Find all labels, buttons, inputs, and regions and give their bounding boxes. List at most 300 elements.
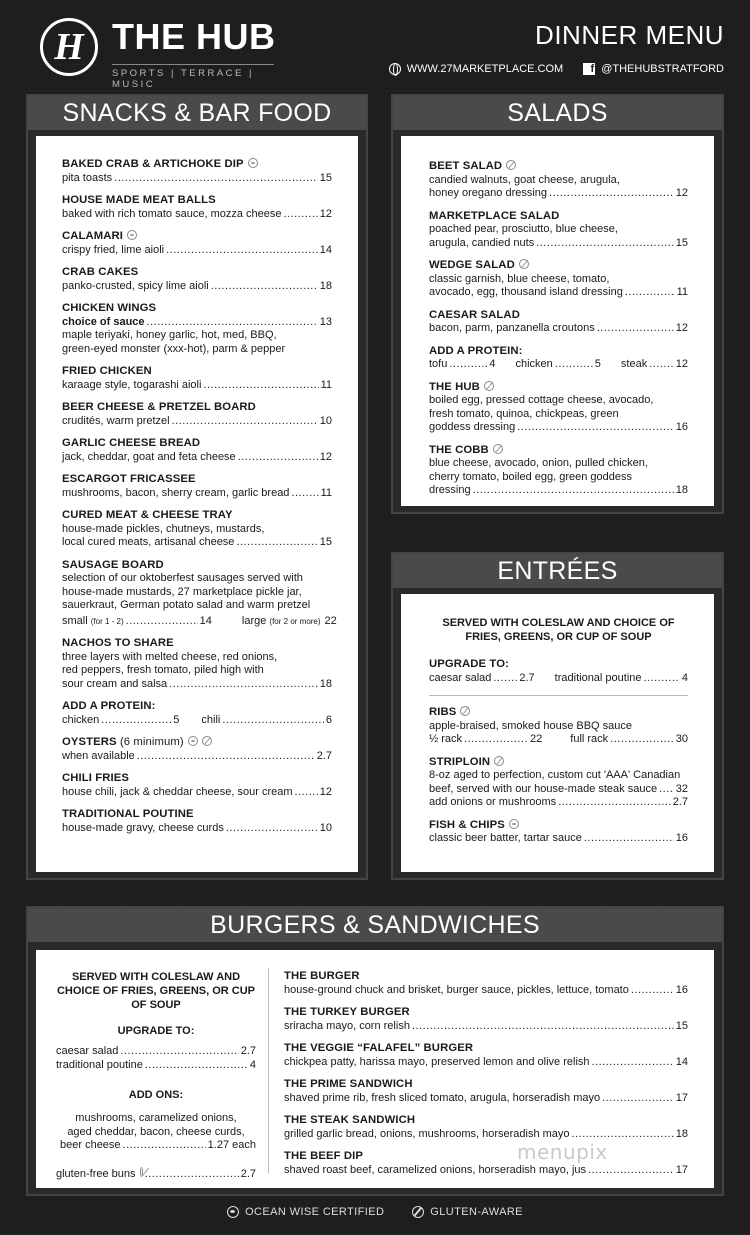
- list-item: [284, 1042, 688, 1069]
- price-row: [284, 1164, 688, 1178]
- menu-text: chicken: [62, 713, 100, 726]
- entrees-intro: SERVED WITH COLESLAW AND CHOICE OF FRIES, GREENS, OR CUP OF SOUP: [442, 617, 675, 643]
- item-name: [429, 706, 688, 720]
- price-row: [284, 984, 688, 998]
- menu-text: shaved prime rib, fresh sliced tomato, arugula, horseradish mayo: [284, 1091, 601, 1104]
- menu-text: SAUSAGE BOARD: [62, 558, 164, 571]
- menu-text: chicken: [515, 358, 553, 370]
- dot-leader: [145, 1059, 248, 1073]
- list-item: [62, 473, 332, 500]
- menu-text: house-made gravy, cheese curds: [62, 821, 224, 834]
- menu-text: 16: [675, 832, 688, 844]
- gluten-aware-icon: [506, 160, 516, 170]
- menu-text: THE PRIME SANDWICH: [284, 1078, 413, 1090]
- menu-text: 13: [319, 315, 332, 328]
- menu-text: bacon, parm, panzanella croutons: [429, 322, 595, 334]
- brand-tagline: SPORTS | TERRACE | MUSIC: [112, 64, 274, 90]
- snacks-section: [26, 94, 368, 880]
- menu-text: baked with rich tomato sauce, mozza cheese: [62, 207, 282, 220]
- list-item: [62, 365, 332, 392]
- menu-text: crudités, warm pretzel: [62, 414, 170, 427]
- gluten-aware-icon: [493, 444, 503, 454]
- menu-text: RIBS: [429, 706, 457, 718]
- gluten-aware-icon: [519, 259, 529, 269]
- dot-leader: [101, 714, 171, 728]
- dot-leader: [602, 1092, 674, 1106]
- list-item: [62, 772, 332, 799]
- list-item: [62, 158, 332, 185]
- price-row: [429, 421, 688, 435]
- dot-leader: [126, 615, 198, 629]
- menu-text: 14: [199, 614, 212, 627]
- menu-text: caesar salad: [56, 1045, 119, 1057]
- menu-text: WEDGE SALAD: [429, 259, 515, 271]
- upgrade-label: UPGRADE TO:: [429, 658, 509, 670]
- menu-text: apple-braised, smoked house BBQ sauce: [429, 719, 633, 732]
- dot-leader: [238, 451, 318, 465]
- menu-text: CALAMARI: [62, 230, 124, 242]
- price-row: [56, 1059, 256, 1073]
- list-item: [284, 1006, 688, 1033]
- menu-text: TRADITIONAL POUTINE: [62, 808, 194, 820]
- dot-leader: [572, 1128, 674, 1142]
- gluten-aware-icon: [484, 381, 494, 391]
- menu-text: sriracha mayo, corn relish: [284, 1019, 410, 1032]
- list-item: [62, 736, 332, 763]
- facebook-icon: f: [583, 63, 595, 75]
- price-row: [56, 1139, 256, 1153]
- price-row: [62, 451, 332, 465]
- list-item: [284, 970, 688, 997]
- menu-text: gluten-free buns: [56, 1167, 136, 1180]
- menu-text: candied walnuts, goat cheese, arugula,: [429, 173, 620, 186]
- list-item: [429, 345, 688, 372]
- menu-text: add onions or mushrooms: [429, 796, 557, 808]
- menu-text: 2.7: [316, 749, 332, 762]
- menu-text: ADD A PROTEIN:: [62, 700, 156, 712]
- list-item: [62, 302, 332, 356]
- menu-text: 12: [675, 322, 688, 334]
- menu-text: 11: [320, 378, 332, 391]
- price-row: [62, 280, 332, 294]
- price-row: [429, 237, 688, 251]
- price-row: [62, 487, 332, 501]
- dot-leader: [120, 1045, 238, 1059]
- menu-text: karaage style, togarashi aioli: [62, 378, 202, 391]
- menu-text: house-ground chuck and brisket, burger sauce, pickles, lettuce, tomato: [284, 983, 629, 996]
- dot-leader: [169, 678, 318, 692]
- dot-leader: [549, 187, 674, 201]
- dot-leader: [284, 208, 318, 222]
- menu-text: 10: [319, 821, 332, 834]
- menu-text: 15: [675, 1019, 688, 1032]
- logo: [40, 18, 98, 76]
- menu-text: steak: [620, 358, 648, 370]
- menu-text: 8-oz aged to perfection, custom cut 'AAA' Canadian: [429, 769, 681, 781]
- menu-text: 10: [319, 414, 332, 427]
- snacks-panel: [36, 136, 358, 872]
- gluten-aware-icon: [202, 736, 212, 746]
- menu-text: aged cheddar, bacon, cheese curds,: [67, 1125, 245, 1138]
- menu-text: 14: [319, 243, 332, 256]
- menu-text: GARLIC CHEESE BREAD: [62, 437, 201, 449]
- menu-text: dressing: [429, 484, 471, 496]
- contact-bar: [389, 63, 724, 75]
- menu-text: THE VEGGIE “FALAFEL” BURGER: [284, 1042, 474, 1054]
- menu-text: goddess dressing: [429, 421, 516, 433]
- gluten-aware-icon: [494, 756, 504, 766]
- dot-leader: [236, 536, 317, 550]
- dot-leader: [610, 733, 674, 747]
- dot-leader: [631, 984, 674, 998]
- list-item: [62, 558, 337, 629]
- dot-leader: [625, 286, 675, 300]
- menu-text: 18: [319, 677, 332, 690]
- menu-text: THE COBB: [429, 443, 489, 456]
- price-row: [62, 678, 332, 692]
- menu-text: BEET SALAD: [429, 160, 503, 172]
- menu-text: large: [241, 614, 267, 627]
- menu-text: OYSTERS: [62, 736, 117, 748]
- burgers-title: BURGERS & SANDWICHES: [28, 908, 722, 942]
- menu-text: 15: [319, 536, 332, 548]
- price-row: [284, 1128, 688, 1142]
- upgrade-label: UPGRADE TO:: [117, 1025, 195, 1037]
- menu-text: CAESAR SALAD: [429, 308, 520, 321]
- menu-text: arugula, candied nuts: [429, 236, 535, 249]
- menu-text: (6 minimum): [119, 736, 184, 748]
- menu-text: panko-crusted, spicy lime aioli: [62, 279, 209, 292]
- price-row: [62, 750, 332, 764]
- menu-text: beer cheese: [60, 1139, 121, 1151]
- menu-text: 5: [173, 713, 180, 726]
- menu-text: BEER CHEESE & PRETZEL BOARD: [62, 401, 256, 413]
- item-name: [429, 381, 688, 395]
- menu-text: 2.7: [672, 796, 688, 808]
- dot-leader: [644, 672, 680, 686]
- item-name: [429, 160, 688, 174]
- item-name: [429, 259, 688, 273]
- menu-text: STRIPLOIN: [429, 755, 491, 768]
- list-item: [429, 210, 688, 251]
- gluten-aware-icon: [412, 1206, 424, 1218]
- menu-text: boiled egg, pressed cottage cheese, avocado,: [429, 394, 654, 406]
- snacks-title: SNACKS & BAR FOOD: [28, 96, 366, 130]
- menu-text: cherry tomato, boiled egg, green goddess: [429, 470, 633, 483]
- menu-text: traditional poutine: [56, 1058, 143, 1071]
- list-item: [429, 756, 688, 810]
- menu-text: mushrooms, caramelized onions,: [75, 1112, 237, 1124]
- menu-text: 1.27 each: [207, 1139, 256, 1151]
- menu-text: house chili, jack & cheddar cheese, sour cream: [62, 785, 293, 798]
- menu-text: 16: [675, 983, 688, 996]
- dot-leader: [114, 172, 318, 186]
- dot-leader: [222, 714, 324, 728]
- menu-text: 32: [675, 782, 688, 795]
- dot-leader: [584, 832, 674, 846]
- burgers-panel: [36, 950, 714, 1188]
- menu-text: blue cheese, avocado, onion, pulled chicken,: [429, 457, 648, 469]
- ocean-wise-icon: [188, 736, 198, 746]
- price-row: [62, 614, 337, 629]
- burgers-list: [284, 970, 688, 1186]
- menu-text: THE STEAK SANDWICH: [284, 1114, 416, 1126]
- menu-text: house-made pickles, chutneys, mustards,: [62, 522, 265, 535]
- price-row: [284, 1092, 688, 1106]
- menu-text: 17: [675, 1091, 688, 1104]
- column-divider: [268, 968, 269, 1173]
- ocean-wise-icon: [509, 819, 519, 829]
- menu-text: honey oregano dressing: [429, 187, 548, 199]
- menu-text: avocado, egg, thousand island dressing: [429, 286, 623, 298]
- price-row: [284, 1056, 688, 1070]
- dot-leader: [147, 316, 318, 330]
- menu-text: selection of our oktoberfest sausages served with: [62, 572, 303, 584]
- menu-text: CHILI FRIES: [62, 772, 130, 784]
- menu-text: FISH & CHIPS: [429, 818, 505, 831]
- list-item: [429, 444, 688, 498]
- burgers-section: [26, 906, 724, 1196]
- website-link[interactable]: WWW.27MARKETPLACE.COM: [406, 63, 564, 75]
- menu-text: 2.7: [519, 671, 535, 684]
- facebook-link[interactable]: @THEHUBSTRATFORD: [601, 63, 724, 75]
- menu-text: shaved roast beef, caramelized onions, horseradish mayo, jus: [284, 1163, 587, 1176]
- list-item: [62, 230, 332, 257]
- ocean-wise-icon: [227, 1206, 239, 1218]
- menu-text: 22: [530, 733, 543, 745]
- dot-leader: [291, 487, 318, 501]
- list-item: [62, 637, 332, 691]
- dot-leader: [597, 322, 674, 336]
- price-row: [284, 1020, 688, 1034]
- menu-text: 4: [681, 671, 688, 684]
- price-row: [429, 796, 688, 810]
- burgers-sidebar: [56, 970, 256, 1181]
- menu-text: ½ rack: [429, 733, 463, 745]
- menu-text: three layers with melted cheese, red onions,: [62, 650, 278, 663]
- menu-text: green-eyed monster (xxx-hot), parm & pepper: [62, 342, 286, 355]
- salads-title: SALADS: [393, 96, 722, 130]
- menu-text: local cured meats, artisanal cheese: [62, 536, 235, 548]
- menu-text: grilled garlic bread, onions, mushrooms, horseradish mayo: [284, 1127, 570, 1140]
- price-row: [429, 832, 688, 846]
- menu-text: 22: [324, 614, 337, 627]
- dot-leader: [211, 280, 318, 294]
- list-item: [62, 700, 332, 727]
- menu-text: jack, cheddar, goat and feta cheese: [62, 450, 236, 463]
- price-row: [429, 484, 688, 498]
- menu-text: 18: [675, 484, 688, 496]
- dot-leader: [166, 244, 318, 258]
- menu-text: FRIED CHICKEN: [62, 365, 152, 377]
- ocean-wise-icon: [248, 158, 258, 168]
- menu-text: fresh tomato, quinoa, chickpeas, green: [429, 407, 619, 420]
- menu-text: chickpea patty, harissa mayo, preserved lemon and olive relish: [284, 1055, 590, 1068]
- menu-text: 11: [676, 286, 688, 298]
- price-row: [62, 536, 332, 550]
- menu-text: 12: [675, 358, 688, 370]
- legend-gluten-aware: [412, 1206, 523, 1218]
- item-name: [429, 819, 688, 833]
- price-row: [429, 358, 688, 372]
- dot-leader: [412, 1020, 674, 1034]
- menu-text: 2.7: [240, 1045, 256, 1057]
- menu-text: 12: [319, 450, 332, 463]
- dot-leader: [226, 822, 318, 836]
- upgrade-row: [429, 672, 688, 686]
- price-row: [62, 714, 332, 728]
- price-row: [62, 208, 332, 222]
- item-option: [242, 615, 321, 629]
- menu-text: 11: [320, 486, 332, 499]
- dot-leader: [473, 484, 674, 498]
- dot-leader: [558, 796, 671, 810]
- dot-leader: [172, 415, 318, 429]
- item-name: BAKED CRAB & ARTICHOKE DIP: [62, 158, 332, 172]
- price-row: [429, 322, 688, 336]
- dot-leader: [555, 358, 593, 372]
- price-row: [429, 286, 688, 300]
- salads-panel: [401, 136, 714, 506]
- list-item: [62, 509, 332, 550]
- list-item: [62, 401, 332, 428]
- list-item: [284, 1150, 688, 1177]
- menu-text: 12: [675, 187, 688, 199]
- dot-leader: [145, 1168, 239, 1182]
- menu-title: DINNER MENU: [535, 20, 724, 50]
- divider: [429, 695, 688, 696]
- item-name: [62, 230, 332, 244]
- menu-text: 12: [319, 785, 332, 798]
- dot-leader: [536, 237, 674, 251]
- menu-text: THE BURGER: [284, 970, 360, 982]
- menu-text: NACHOS TO SHARE: [62, 637, 174, 649]
- snacks-list: [62, 158, 337, 835]
- menu-text: OCEAN WISE CERTIFIED: [245, 1206, 385, 1218]
- menu-text: 5: [594, 358, 601, 370]
- addons-label: ADD ONS:: [128, 1089, 184, 1101]
- menu-text: house-made mustards, 27 marketplace pickle jar,: [62, 585, 302, 598]
- item-name: [429, 756, 688, 770]
- menu-text: THE TURKEY BURGER: [284, 1006, 410, 1018]
- price-row: [429, 783, 688, 797]
- dot-leader: [592, 1056, 674, 1070]
- menu-text: GLUTEN-AWARE: [430, 1206, 523, 1218]
- dot-leader: [123, 1139, 206, 1153]
- list-item: [62, 266, 332, 293]
- price-row: [62, 822, 332, 836]
- menu-text: 17: [675, 1163, 688, 1176]
- menu-text: chili: [201, 713, 221, 726]
- menu-text: HOUSE MADE MEAT BALLS: [62, 194, 216, 206]
- menu-text: classic garnish, blue cheese, tomato,: [429, 272, 610, 285]
- menu-text: THE HUB: [429, 380, 480, 393]
- dot-leader: [449, 358, 487, 372]
- dot-leader: [588, 1164, 674, 1178]
- menu-text: traditional poutine: [554, 671, 642, 684]
- list-item: [284, 1078, 688, 1105]
- menu-text: caesar salad: [429, 671, 492, 684]
- dot-leader: [493, 672, 517, 686]
- menu-text: 18: [319, 279, 332, 292]
- list-item: [284, 1114, 688, 1141]
- menu-text: 16: [675, 421, 688, 433]
- logo-letter: H: [54, 26, 84, 68]
- price-row: [62, 786, 332, 800]
- item-name: [62, 736, 332, 750]
- list-item: [62, 437, 332, 464]
- ocean-wise-icon: [127, 230, 137, 240]
- menu-text: CURED MEAT & CHEESE TRAY: [62, 509, 233, 521]
- list-item: [429, 309, 688, 336]
- price-row: [62, 244, 332, 258]
- entrees-panel: [401, 594, 714, 872]
- menu-text: sour cream and salsa: [62, 677, 168, 690]
- salads-section: [391, 94, 724, 514]
- entrees-title: ENTRÉES: [393, 554, 722, 588]
- entrees-section: [391, 552, 724, 880]
- menu-text: red peppers, fresh tomato, piled high with: [62, 664, 264, 676]
- menu-text: ADD A PROTEIN:: [429, 344, 523, 357]
- footer-legend: [0, 1206, 750, 1218]
- gluten-aware-icon: [460, 706, 470, 716]
- menu-text: 14: [675, 1055, 688, 1068]
- menu-text: 12: [319, 207, 332, 220]
- watermark: menupix: [517, 1140, 608, 1164]
- menu-text: 15: [319, 171, 332, 184]
- menu-text: 4: [249, 1058, 256, 1071]
- menu-text: choice of sauce: [62, 315, 145, 328]
- dot-leader: [649, 358, 674, 372]
- dot-leader: [295, 786, 318, 800]
- list-item: [429, 381, 688, 435]
- menu-text: ESCARGOT FRICASSEE: [62, 473, 196, 485]
- price-row: [62, 316, 332, 330]
- menu-text: tofu: [429, 358, 448, 370]
- dot-leader: [203, 379, 318, 393]
- list-item: [429, 259, 688, 300]
- menu-text: CRAB CAKES: [62, 266, 139, 278]
- menu-text: when available: [62, 749, 135, 762]
- gluten-aware-icon: [140, 1167, 143, 1177]
- list-item: [429, 160, 688, 201]
- menu-text: MARKETPLACE SALAD: [429, 209, 560, 222]
- menu-text: classic beer batter, tartar sauce: [429, 832, 582, 844]
- menu-text: 6: [325, 713, 332, 726]
- dot-leader: [517, 421, 674, 435]
- menu-text: pita toasts: [62, 171, 113, 184]
- item-name: [429, 444, 688, 458]
- price-row: [429, 733, 688, 747]
- dot-leader: [137, 750, 315, 764]
- menu-text: crispy fried, lime aioli: [62, 243, 165, 256]
- list-item: [429, 819, 688, 846]
- menu-text: mushrooms, bacon, sherry cream, garlic bread: [62, 486, 290, 499]
- dot-leader: [464, 733, 528, 747]
- price-row: [62, 415, 332, 429]
- price-row: [429, 187, 688, 201]
- menu-text: (for 1 - 2): [90, 616, 124, 626]
- menu-text: 30: [675, 733, 688, 745]
- menu-text: beef, served with our house-made steak sauce: [429, 782, 658, 795]
- price-row: [62, 379, 332, 393]
- menu-text: THE BEEF DIP: [284, 1150, 364, 1162]
- salads-list: [429, 160, 688, 498]
- dot-leader: [659, 783, 674, 797]
- menu-text: 2.7: [240, 1167, 256, 1180]
- menu-text: sauerkraut, German potato salad and warm pretzel: [62, 599, 311, 611]
- brand-name: THE HUB: [112, 16, 276, 57]
